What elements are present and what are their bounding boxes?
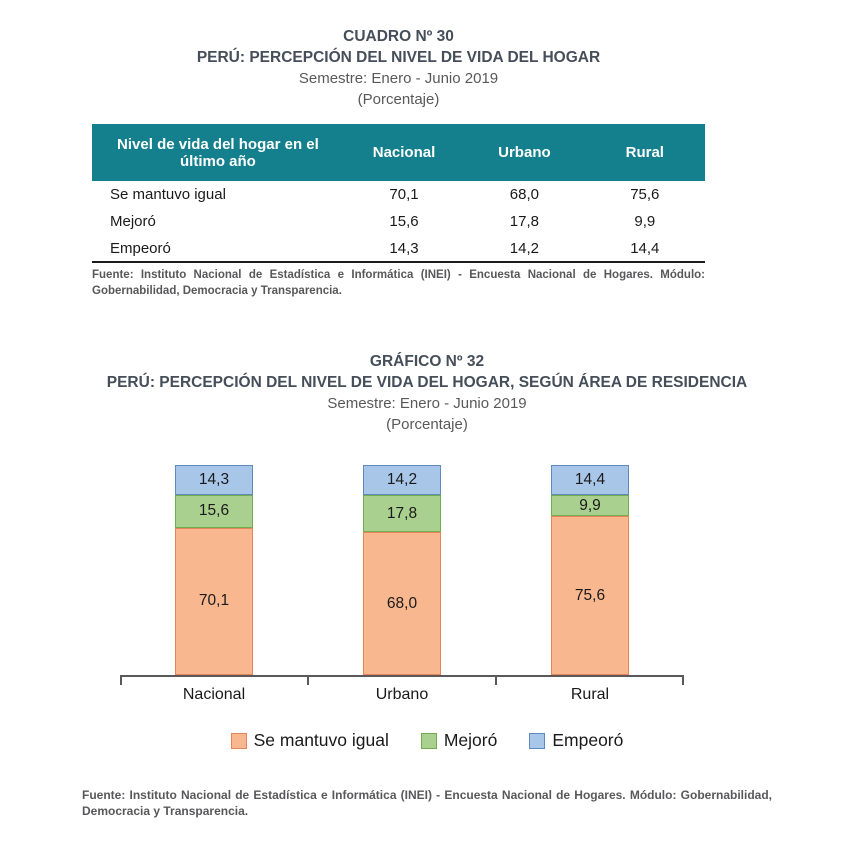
segment-value-label: 14,4 — [574, 471, 606, 489]
table-row — [92, 208, 705, 235]
stacked-bar-plot — [120, 465, 684, 677]
category-label-urbano: Urbano — [375, 686, 429, 703]
chart-section — [82, 351, 772, 819]
legend-swatch-green-icon — [421, 733, 437, 749]
chart-subtitle-semester: Semestre: Enero - Junio 2019 — [327, 395, 527, 412]
table-subtitle-unit: (Porcentaje) — [357, 91, 440, 108]
bar-segment-empeoro — [175, 465, 253, 495]
table-subtitle-semester: Semestre: Enero - Junio 2019 — [298, 70, 499, 87]
chart-title-block — [82, 351, 772, 435]
x-axis-category-labels — [120, 686, 684, 704]
table-number-title: CUADRO Nº 30 — [343, 28, 454, 45]
bar-segment-se-mantuvo — [175, 528, 253, 675]
table-main-title: PERÚ: PERCEPCIÓN DEL NIVEL DE VIDA DEL HOGAR — [196, 49, 601, 66]
legend-label: Se mantuvo igual — [253, 730, 389, 750]
segment-value-label: 15,6 — [198, 502, 230, 520]
category-label-nacional: Nacional — [182, 686, 246, 703]
table-header — [92, 124, 705, 181]
table-row — [92, 181, 705, 208]
row-label-empeoro: Empeoró — [92, 235, 344, 262]
chart-legend — [82, 730, 772, 751]
column-header-rural: Rural — [585, 124, 705, 181]
bar-segment-mejoro — [175, 495, 253, 528]
perception-table — [92, 124, 705, 263]
x-axis-tick — [682, 677, 684, 685]
legend-label: Mejoró — [443, 730, 498, 750]
bar-segment-empeoro — [551, 465, 629, 495]
cell-value: 70,1 — [389, 186, 419, 203]
bar-segment-empeoro — [363, 465, 441, 495]
chart-number-title: GRÁFICO Nº 32 — [369, 353, 485, 370]
cell-value: 14,3 — [344, 235, 464, 262]
x-axis-tick — [495, 677, 497, 685]
bar-group-rural — [496, 465, 684, 675]
column-header-urbano: Urbano — [464, 124, 584, 181]
cell-value: 15,6 — [389, 213, 419, 230]
bar-group-urbano — [308, 465, 496, 675]
segment-value-label: 14,2 — [386, 470, 418, 488]
chart-main-title: PERÚ: PERCEPCIÓN DEL NIVEL DE VIDA DEL HOGAR, SEGÚN ÁREA DE RESIDENCIA — [106, 374, 748, 391]
x-axis-tick — [307, 677, 309, 685]
column-header-level: Nivel de vida del hogar en el último año — [92, 124, 344, 181]
table-header-row — [92, 124, 705, 181]
table-body — [92, 181, 705, 262]
chart-source-note: Fuente: Instituto Nacional de Estadística e Informática (INEI) - Encuesta Nacional de Hogares. Módulo: Gobernabilidad, Democracia y Transparencia. — [82, 788, 772, 818]
stacked-bar — [551, 465, 629, 675]
category-label-rural: Rural — [570, 686, 610, 703]
stacked-bar — [175, 465, 253, 675]
table-section — [92, 26, 705, 299]
bar-segment-mejoro — [551, 495, 629, 516]
chart-subtitle-unit: (Porcentaje) — [386, 416, 468, 433]
legend-swatch-orange-icon — [231, 733, 247, 749]
segment-value-label: 70,1 — [198, 592, 230, 610]
stacked-bar — [363, 465, 441, 675]
segment-value-label: 68,0 — [386, 594, 418, 612]
legend-swatch-blue-icon — [529, 733, 545, 749]
cell-value: 75,6 — [630, 186, 660, 203]
cell-value: 14,4 — [585, 235, 705, 262]
cell-value: 68,0 — [509, 186, 539, 203]
segment-value-label: 9,9 — [579, 496, 601, 514]
row-label-mejoro: Mejoró — [110, 213, 156, 230]
segment-value-label: 17,8 — [386, 504, 418, 522]
bar-segment-se-mantuvo — [363, 532, 441, 675]
row-label-se-mantuvo: Se mantuvo igual — [110, 186, 226, 203]
x-axis-tick — [120, 677, 122, 685]
bar-segment-se-mantuvo — [551, 516, 629, 675]
legend-item-empeoro — [529, 730, 623, 751]
segment-value-label: 75,6 — [574, 586, 606, 604]
bar-segment-mejoro — [363, 495, 441, 532]
legend-item-se-mantuvo — [231, 730, 389, 751]
legend-label: Empeoró — [552, 730, 624, 750]
table-title-block — [92, 26, 705, 110]
cell-value: 14,2 — [464, 235, 584, 262]
cell-value: 9,9 — [634, 213, 656, 230]
table-row — [92, 235, 705, 262]
bar-group-nacional — [120, 465, 308, 675]
cell-value: 17,8 — [509, 213, 539, 230]
column-header-nacional: Nacional — [344, 124, 464, 181]
table-source-note: Fuente: Instituto Nacional de Estadística e Informática (INEI) - Encuesta Nacional de Hogares. Módulo: Gobernabilidad, Democracia y Transparencia. — [92, 269, 705, 297]
legend-item-mejoro — [421, 730, 498, 751]
segment-value-label: 14,3 — [198, 471, 230, 489]
